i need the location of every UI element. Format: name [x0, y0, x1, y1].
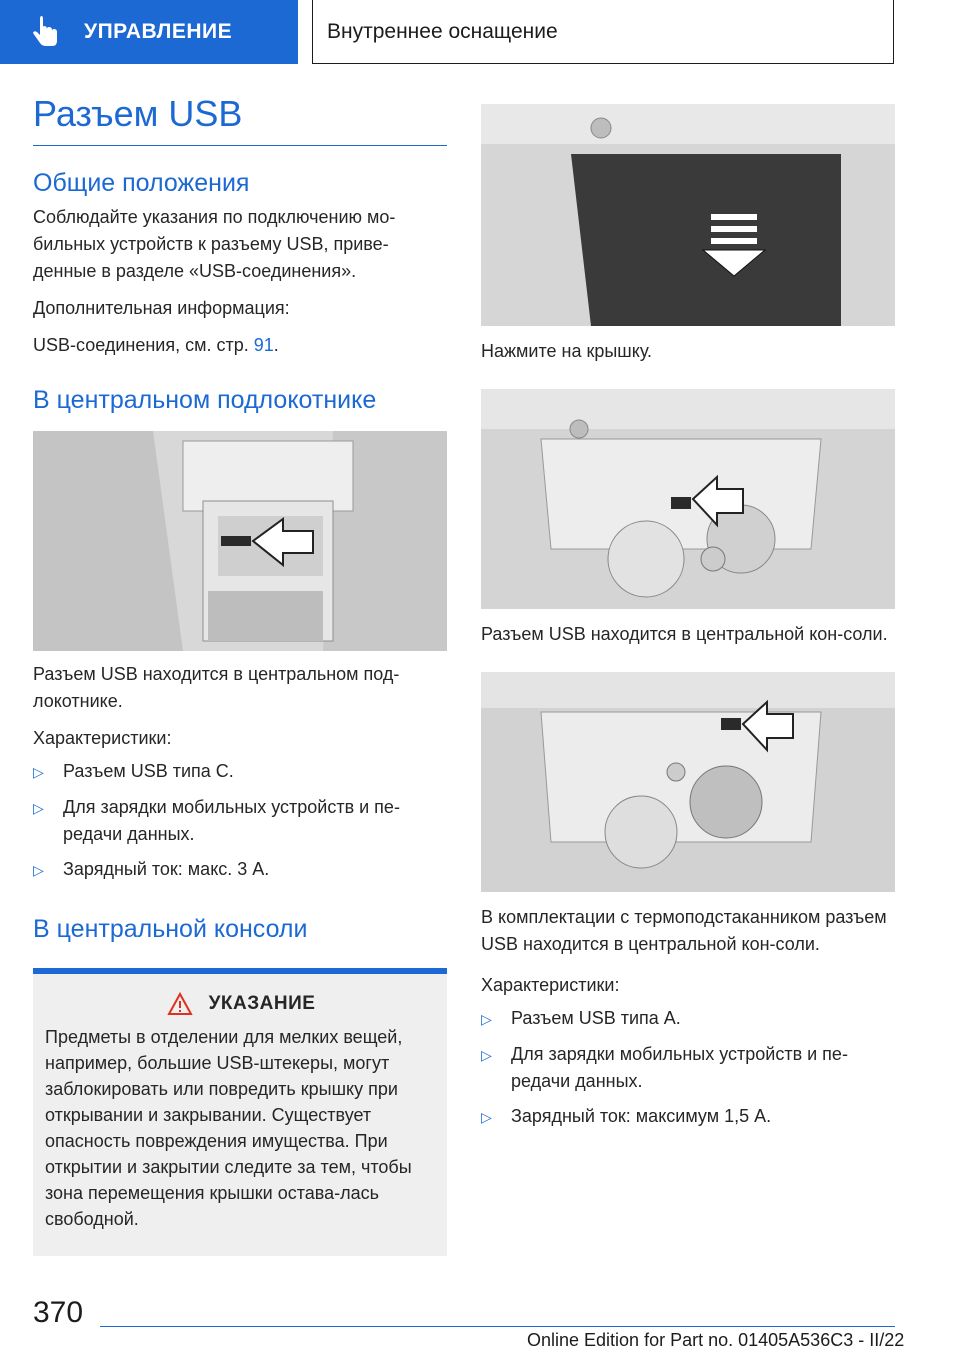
- list-item: ▷ Зарядный ток: максимум 1,5 А.: [481, 1103, 895, 1131]
- armrest-caption: Разъем USB находится в центральном под-локотнике.: [33, 664, 400, 712]
- page-title: Разъем USB: [33, 93, 243, 134]
- triangle-bullet-icon: ▷: [33, 800, 44, 817]
- armrest-feature-list: [33, 758, 447, 884]
- notice-box: [33, 968, 447, 1256]
- notice-header: [45, 992, 437, 1016]
- cross-reference: USB-соединения, см. стр. 91.: [33, 335, 279, 356]
- armrest-features-label: Характеристики:: [33, 728, 172, 749]
- general-paragraph: Соблюдайте указания по подключению мо-бильных устройств к разъему USB, приве-денные в разделе «USB-соединения».: [33, 207, 396, 282]
- page-number: 370: [33, 1296, 84, 1329]
- edition-info: Online Edition for Part no. 01405A536C3 - II/22: [527, 1330, 905, 1350]
- console-features-label: Характеристики:: [481, 975, 620, 995]
- cupholder-usb-image: [481, 672, 895, 892]
- list-item: ▷ Разъем USB типа A.: [481, 1005, 895, 1033]
- press-cover-image: [481, 104, 895, 326]
- section-tab[interactable]: [0, 0, 298, 64]
- triangle-bullet-icon: ▷: [33, 764, 44, 781]
- general-heading: Общие положения: [33, 169, 250, 198]
- armrest-heading: В центральном подлокотнике: [33, 386, 377, 415]
- title-divider: [33, 145, 447, 146]
- right-column: [481, 104, 895, 1131]
- console-heading: В центральной консоли: [33, 915, 308, 944]
- list-item: ▷ Для зарядки мобильных устройств и пе-редачи данных.: [33, 794, 447, 848]
- more-info-label: Дополнительная информация:: [33, 298, 290, 319]
- triangle-bullet-icon: ▷: [481, 1109, 492, 1125]
- chapter-tab[interactable]: [312, 0, 894, 64]
- cupholder-usb-caption: В комплектации с термоподстаканником разъем USB находится в центральной кон-соли.: [481, 907, 887, 954]
- notice-text: Предметы в отделении для мелких вещей, например, большие USB-штекеры, могут заблокировать или повредить крышку при открывании и закрывании. Существует опасность повреждения имущества. При открытии и закрытии следите за тем, чтобы зона перемещения крышки остава-лась свободной.: [45, 1027, 412, 1230]
- triangle-bullet-icon: ▷: [33, 862, 44, 879]
- list-item: ▷ Разъем USB типа C.: [33, 758, 447, 786]
- chapter-label: Внутреннее оснащение: [327, 19, 558, 43]
- list-item: ▷ Зарядный ток: макс. 3 А.: [33, 856, 447, 884]
- page-link[interactable]: 91: [253, 335, 274, 356]
- triangle-bullet-icon: ▷: [481, 1011, 492, 1027]
- console-feature-list: [481, 1005, 895, 1131]
- press-cover-caption: Нажмите на крышку.: [481, 341, 653, 361]
- list-item: ▷ Для зарядки мобильных устройств и пе-редачи данных.: [481, 1041, 895, 1095]
- section-label: УПРАВЛЕНИЕ: [84, 20, 233, 43]
- armrest-usb-image: [33, 431, 447, 651]
- left-column: [33, 92, 447, 1256]
- notice-title: УКАЗАНИЕ: [208, 993, 316, 1015]
- warning-triangle-icon: [167, 992, 193, 1016]
- hand-pointer-icon: [28, 15, 62, 49]
- console-usb-caption: Разъем USB находится в центральной кон-соли.: [481, 624, 888, 644]
- console-usb-image: [481, 389, 895, 609]
- triangle-bullet-icon: ▷: [481, 1047, 492, 1063]
- footer-divider: [100, 1326, 895, 1327]
